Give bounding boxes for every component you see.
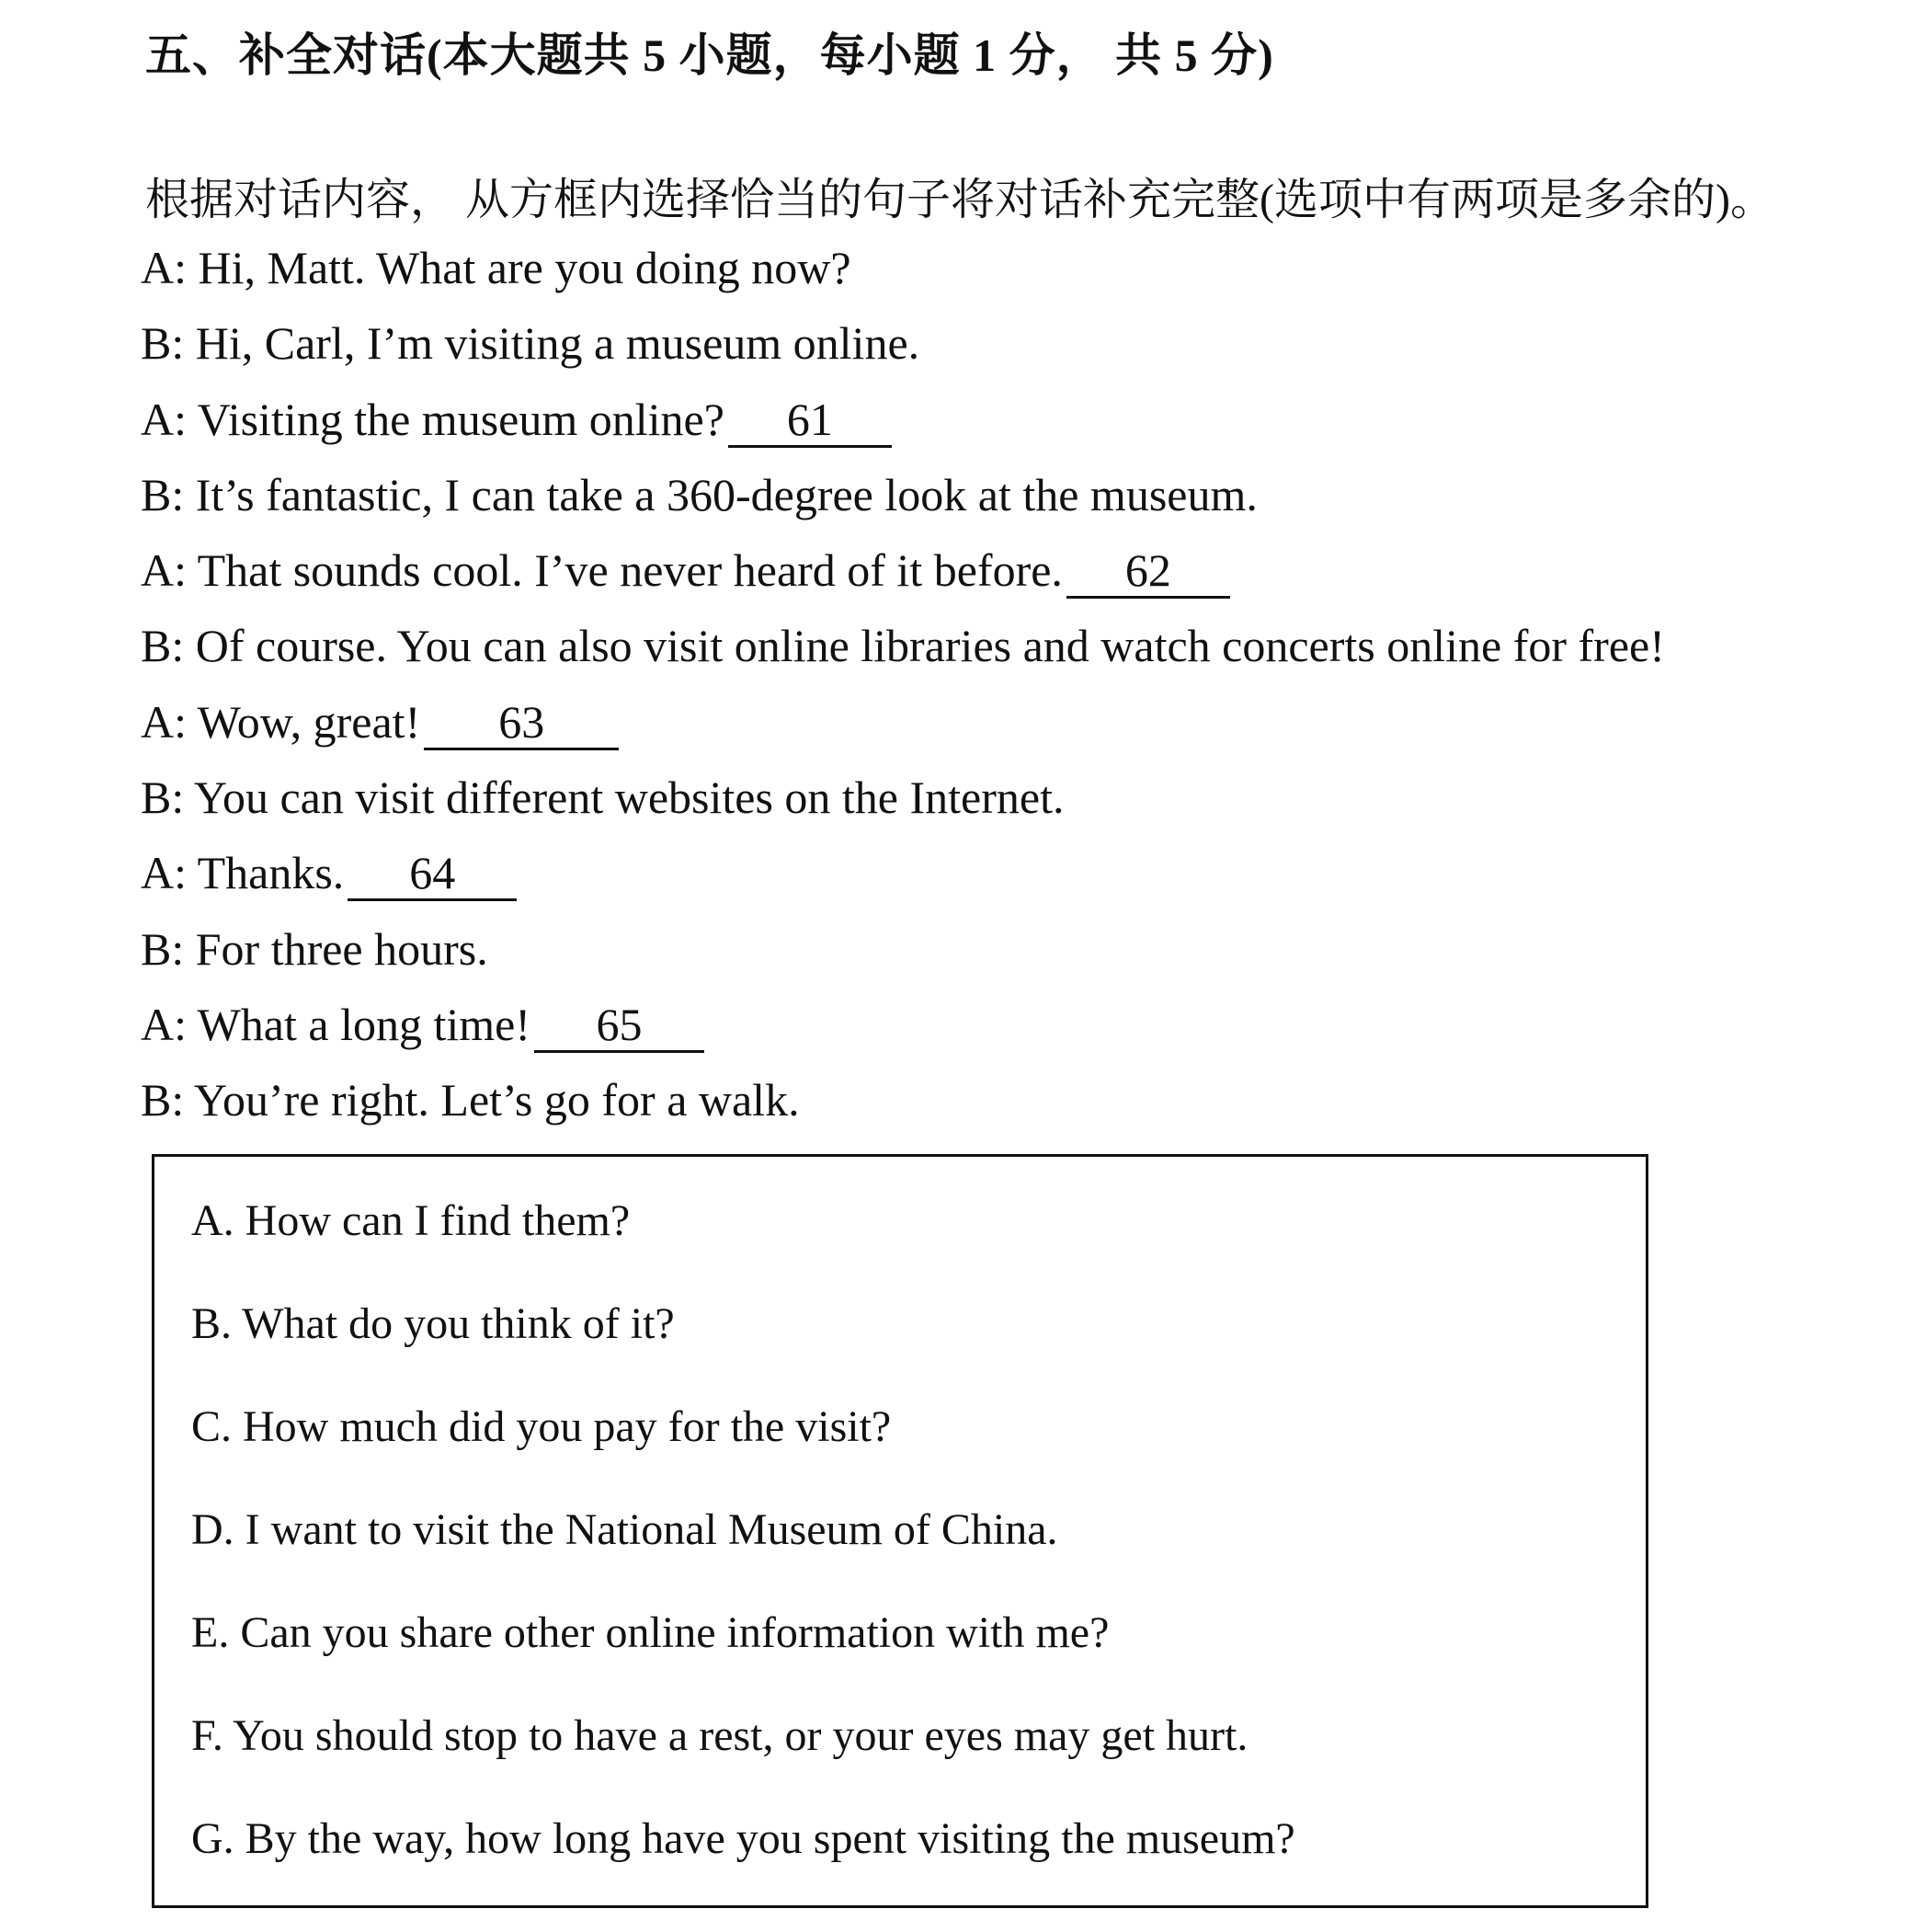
dialogue-text: B: For three hours. [141, 922, 488, 975]
dialogue-text: A: Hi, Matt. What are you doing now? [141, 242, 851, 293]
option-a: A. How can I find them? [191, 1196, 631, 1245]
option-d: D. I want to visit the National Museum of China. [191, 1505, 1058, 1554]
dialogue-text: A: What a long time! [141, 998, 530, 1050]
dialogue-line [141, 464, 1887, 540]
dialogue-line [141, 767, 1887, 842]
options-list [191, 1194, 1295, 1915]
options-box [152, 1154, 1648, 1908]
dialogue-text: B: You can visit different websites on the Internet. [141, 772, 1065, 824]
dialogue-line [141, 692, 1887, 767]
dialogue-line [141, 919, 1887, 994]
dialogue-text: A: Wow, great! [141, 695, 421, 748]
dialogue-text: B: You’re right. Let’s go for a walk. [141, 1074, 800, 1126]
option-c: C. How much did you pay for the visit? [191, 1402, 892, 1451]
dialogue-line [141, 389, 1887, 464]
dialogue-line [141, 842, 1887, 918]
section-title: 五、补全对话(本大题共 5 小题，每小题 1 分， 共 5 分) [145, 29, 1274, 81]
option-g: G. By the way, how long have you spent visiting the museum? [191, 1814, 1295, 1863]
dialogue-text: A: That sounds cool. I’ve never heard of it before. [141, 544, 1063, 597]
dialogue-text: B: Of course. You can also visit online libraries and watch concerts online for free! [141, 620, 1665, 672]
instruction-text: 根据对话内容， 从方框内选择恰当的句子将对话补充完整(选项中有两项是多余的)。 [145, 176, 1774, 224]
answer-blank-65[interactable]: 65 [534, 999, 704, 1053]
dialogue-text: A: Visiting the museum online? [141, 393, 724, 445]
dialogue-text: A: Thanks. [141, 847, 345, 899]
dialogue-line [141, 313, 1887, 388]
answer-blank-64[interactable]: 64 [348, 847, 517, 901]
answer-blank-62[interactable]: 62 [1066, 544, 1230, 599]
dialogue-line [141, 540, 1887, 615]
option-f: F. You should stop to have a rest, or your eyes may get hurt. [191, 1711, 1249, 1760]
option-e: E. Can you share other online information with me? [191, 1608, 1110, 1657]
option-b: B. What do you think of it? [191, 1299, 675, 1348]
dialogue-line [141, 615, 1887, 691]
answer-blank-63[interactable]: 63 [424, 696, 619, 750]
dialogue-line [141, 1069, 1887, 1145]
dialogue [141, 237, 1887, 1146]
dialogue-line [141, 237, 1887, 313]
dialogue-text: B: Hi, Carl, I’m visiting a museum online. [141, 317, 920, 370]
answer-blank-61[interactable]: 61 [728, 394, 892, 448]
dialogue-text: B: It’s fantastic, I can take a 360-degree look at the museum. [141, 468, 1258, 520]
dialogue-line [141, 994, 1887, 1069]
